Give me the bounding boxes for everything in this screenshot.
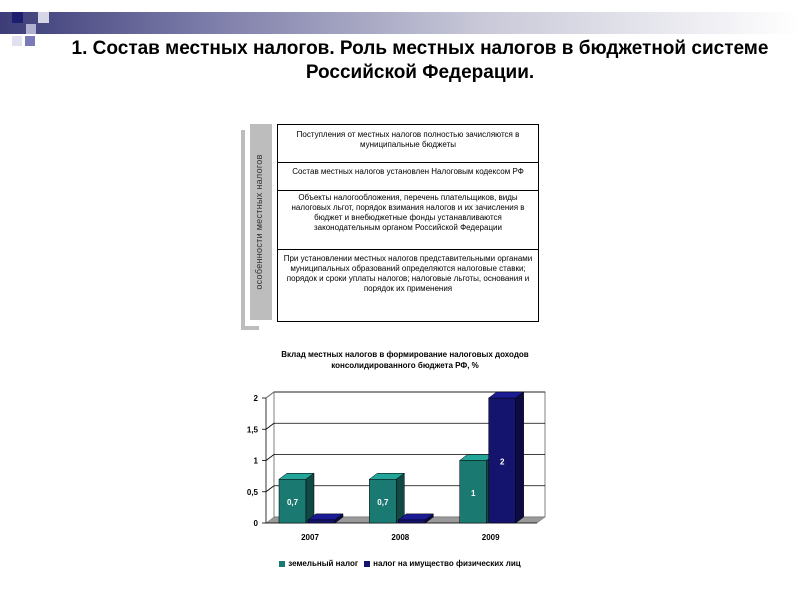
data-label: 0,7 xyxy=(377,498,389,508)
x-tick-label: 2008 xyxy=(391,533,410,542)
bar xyxy=(308,520,335,523)
bar xyxy=(398,520,425,523)
bar-side xyxy=(306,473,314,523)
y-tick-label: 1 xyxy=(253,456,258,466)
bar-side xyxy=(516,392,524,523)
legend-item xyxy=(364,559,521,568)
legend-item xyxy=(279,559,358,568)
y-tick-label: 1,5 xyxy=(246,425,258,435)
side-label: особенности местных налогов xyxy=(254,154,264,290)
feature-text: Поступления от местных налогов полностью зачисляются в муниципальные бюджеты xyxy=(296,130,520,149)
gridline xyxy=(266,455,274,461)
wall-edge xyxy=(266,392,274,398)
legend-swatch xyxy=(364,561,370,567)
legend-label: налог на имущество физических лиц xyxy=(373,559,521,568)
gridline xyxy=(266,423,274,429)
y-tick-label: 2 xyxy=(253,394,258,403)
y-tick-label: 0 xyxy=(253,519,258,528)
data-label: 0,7 xyxy=(286,498,299,508)
legend-label: земельный налог xyxy=(288,559,359,568)
feature-text: При установлении местных налогов представительными органами муниципальных образований определяются налоговые ставки; порядок и сроки уплаты налогов; налоговые льготы, основания и порядок их применения xyxy=(283,254,533,293)
page-title: 1. Состав местных налогов. Роль местных налогов в бюджетной системе Российской Федерации. xyxy=(71,38,769,83)
legend-swatch xyxy=(279,561,285,567)
gridline xyxy=(266,486,274,492)
feature-text: Объекты налогообложения, перечень плательщиков, виды налоговых льгот, порядок взимания налогов и их зачисления в бюджет и внебюджетные фонды устанавливаются законодательным органом Российской Федерации xyxy=(291,193,525,232)
x-tick-label: 2007 xyxy=(301,533,319,542)
feature-text: Состав местных налогов установлен Налоговым кодексом РФ xyxy=(292,167,524,176)
y-tick-label: 0,5 xyxy=(246,487,258,497)
bar-side xyxy=(396,473,404,523)
chart-title: Вклад местных налогов в формирование налоговых доходов консолидированного бюджета РФ, % xyxy=(281,350,529,370)
data-label: 1 xyxy=(470,488,476,498)
chart-legend xyxy=(0,559,800,568)
x-tick-label: 2009 xyxy=(481,533,500,542)
data-label: 2 xyxy=(499,457,505,467)
